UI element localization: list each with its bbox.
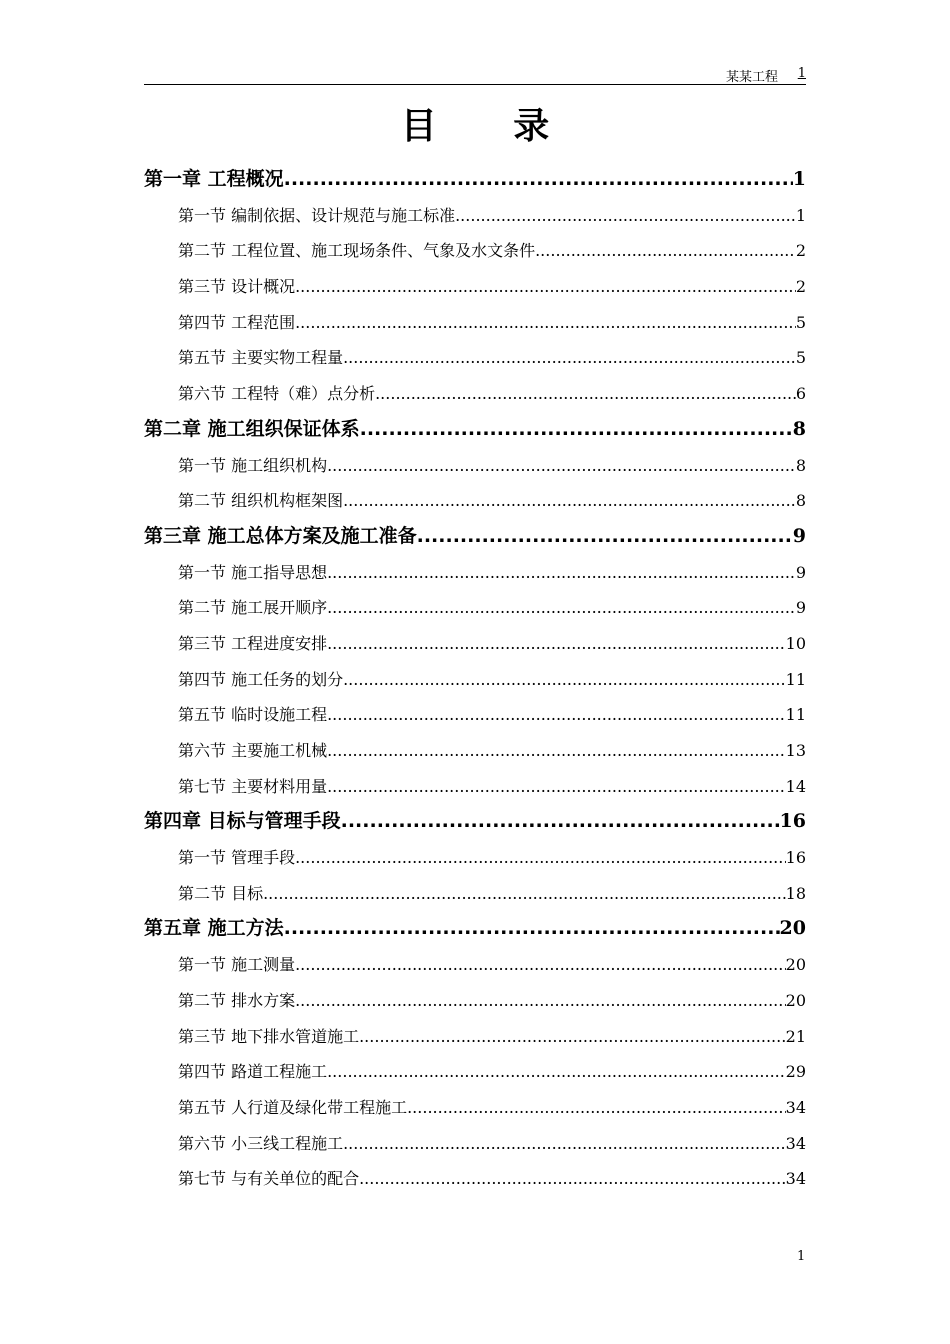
toc-entry-label: 第二节 目标 [178,883,264,903]
toc-entry-label: 第五章 施工方法 [144,917,284,940]
header-title: 某某工程 [725,70,778,85]
toc-title: 目 录 [400,106,582,147]
toc-dot-leader [327,590,796,626]
toc-section-entry[interactable] [144,233,806,269]
toc-entry-page: 20 [779,917,806,940]
toc-dot-leader [295,305,796,341]
toc-dot-leader [455,198,796,234]
toc-section-entry[interactable] [144,376,806,412]
page-header [144,62,806,85]
toc-section-entry[interactable] [144,1019,806,1055]
toc-entry-label: 第六节 小三线工程施工 [178,1133,344,1153]
toc-dot-leader [341,804,780,840]
toc-section-entry[interactable] [144,1161,806,1197]
toc-entry-page: 8 [792,417,806,440]
toc-entry-label: 第三节 设计概况 [178,277,296,297]
toc-section-entry[interactable] [144,305,806,341]
toc-section-entry[interactable] [144,198,806,234]
toc-chapter-entry[interactable] [144,804,806,840]
toc-entry-label: 第四节 路道工程施工 [178,1062,328,1082]
toc-entry-page: 21 [785,1026,806,1046]
toc-entry-page: 29 [785,1062,806,1082]
toc-chapter-entry[interactable] [144,162,806,198]
toc-entry-label: 第五节 临时设施工程 [178,705,328,725]
toc-section-entry[interactable] [144,590,806,626]
toc-section-entry[interactable] [144,733,806,769]
toc-entry-label: 第四节 施工任务的划分 [178,669,344,689]
toc-entry-page: 5 [795,312,806,332]
toc-chapter-entry[interactable] [144,911,806,947]
toc-entry-page: 2 [795,241,806,261]
toc-entry-label: 第六节 工程特（难）点分析 [178,384,376,404]
toc-entry-page: 18 [785,883,806,903]
toc-entry-page: 11 [785,705,806,725]
toc-section-entry[interactable] [144,947,806,983]
toc-entry-label: 第一节 编制依据、设计规范与施工标准 [178,205,456,225]
toc-chapter-entry[interactable] [144,412,806,448]
toc-dot-leader [284,911,780,947]
toc-section-entry[interactable] [144,697,806,733]
toc-entry-label: 第三节 工程进度安排 [178,633,328,653]
toc-entry-label: 第二节 组织机构框架图 [178,491,344,511]
toc-section-entry[interactable] [144,1126,806,1162]
toc-entry-page: 34 [785,1133,806,1153]
toc-dot-leader [295,840,786,876]
toc-dot-leader [343,1126,786,1162]
toc-entry-label: 第一节 施工组织机构 [178,455,328,475]
toc-dot-leader [343,340,796,376]
toc-entry-page: 5 [795,348,806,368]
toc-section-entry[interactable] [144,769,806,805]
toc-entry-page: 9 [792,524,806,547]
toc-entry-label: 第二节 工程位置、施工现场条件、气象及水文条件 [178,241,536,261]
toc-dot-leader [295,983,786,1019]
toc-entry-label: 第七节 与有关单位的配合 [178,1169,360,1189]
toc-section-entry[interactable] [144,983,806,1019]
toc-dot-leader [359,1019,786,1055]
toc-entry-page: 1 [792,168,806,190]
toc-entry-label: 第四章 目标与管理手段 [144,810,341,833]
table-of-contents [144,162,806,1197]
toc-dot-leader [327,626,786,662]
toc-chapter-entry[interactable] [144,519,806,555]
toc-section-entry[interactable] [144,626,806,662]
toc-dot-leader [343,662,786,698]
toc-section-entry[interactable] [144,662,806,698]
toc-dot-leader [327,733,786,769]
toc-section-entry[interactable] [144,1054,806,1090]
toc-dot-leader [295,947,786,983]
toc-section-entry[interactable] [144,876,806,912]
toc-entry-page: 11 [785,669,806,689]
toc-entry-label: 第三节 地下排水管道施工 [178,1026,360,1046]
toc-entry-label: 第一章 工程概况 [144,168,284,190]
toc-entry-page: 16 [779,810,806,833]
toc-entry-label: 第五节 人行道及绿化带工程施工 [178,1097,408,1117]
toc-section-entry[interactable] [144,483,806,519]
toc-dot-leader [327,1054,786,1090]
toc-entry-label: 第二节 施工展开顺序 [178,598,328,618]
footer-page-number: 1 [797,1249,806,1264]
toc-entry-page: 20 [785,955,806,975]
toc-entry-page: 8 [795,455,806,475]
toc-entry-page: 34 [785,1169,806,1189]
toc-entry-page: 6 [795,384,806,404]
toc-dot-leader [284,162,793,198]
toc-dot-leader [343,483,796,519]
toc-dot-leader [417,519,793,555]
toc-entry-page: 1 [795,205,806,225]
toc-dot-leader [359,1161,786,1197]
toc-dot-leader [375,376,796,412]
toc-entry-label: 第七节 主要材料用量 [178,776,328,796]
toc-entry-page: 8 [795,491,806,511]
toc-entry-page: 14 [785,776,806,796]
toc-section-entry[interactable] [144,1090,806,1126]
toc-section-entry[interactable] [144,448,806,484]
toc-entry-page: 10 [785,633,806,653]
toc-dot-leader [327,697,786,733]
toc-entry-page: 9 [795,598,806,618]
toc-entry-label: 第五节 主要实物工程量 [178,348,344,368]
toc-section-entry[interactable] [144,269,806,305]
toc-entry-page: 34 [785,1097,806,1117]
toc-entry-page: 20 [785,990,806,1010]
toc-entry-page: 16 [785,848,806,868]
toc-entry-page: 2 [795,277,806,297]
toc-section-entry[interactable] [144,840,806,876]
toc-entry-label: 第六节 主要施工机械 [178,741,328,760]
toc-dot-leader [327,769,786,805]
toc-dot-leader [407,1090,786,1126]
toc-dot-leader [360,412,793,448]
toc-entry-label: 第一节 施工指导思想 [178,562,328,582]
toc-entry-label: 第三章 施工总体方案及施工准备 [144,524,417,547]
toc-dot-leader [263,876,786,912]
toc-entry-label: 第四节 工程范围 [178,312,296,332]
header-page-number: 1 [797,66,806,81]
toc-entry-page: 9 [795,562,806,582]
toc-dot-leader [327,448,796,484]
toc-dot-leader [295,269,796,305]
toc-entry-page: 13 [785,741,806,760]
toc-entry-label: 第二节 排水方案 [178,990,296,1010]
toc-entry-label: 第二章 施工组织保证体系 [144,417,360,440]
toc-section-entry[interactable] [144,555,806,591]
toc-section-entry[interactable] [144,340,806,376]
toc-dot-leader [535,233,796,269]
toc-entry-label: 第一节 管理手段 [178,848,296,868]
toc-entry-label: 第一节 施工测量 [178,955,296,975]
toc-dot-leader [327,555,796,591]
